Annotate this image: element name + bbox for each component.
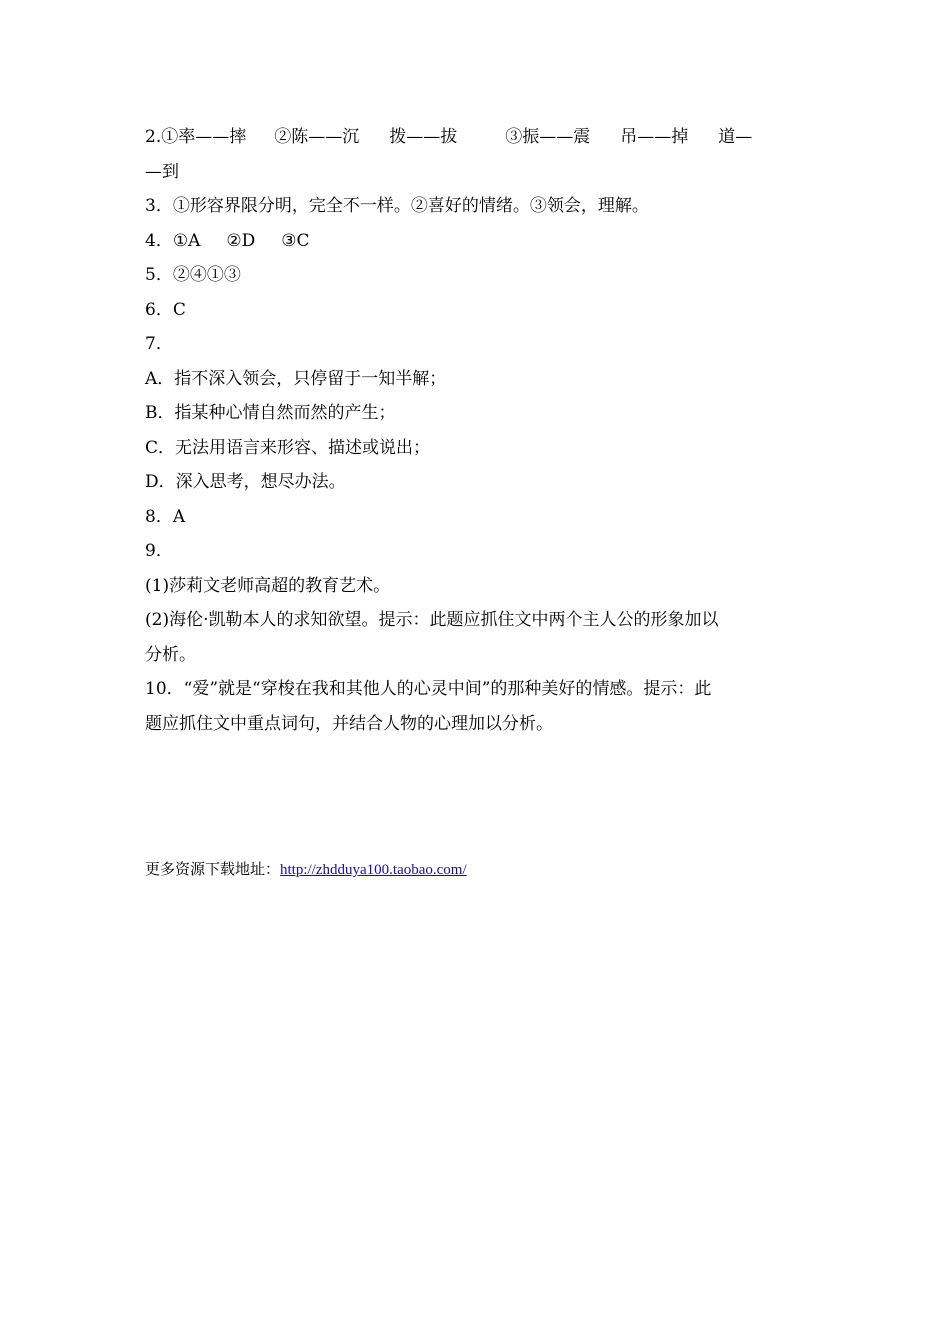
answer-4-prefix: 4．	[145, 230, 173, 251]
answer-10-line-1: 10．“爱”就是“穿梭在我和其他人的心灵中间”的那种美好的情感。提示：此	[145, 679, 712, 699]
answer-2-part-5: 吊——掉	[620, 127, 689, 147]
answer-9-part-2-line-2: 分析。	[145, 644, 196, 665]
answer-7-b: B．指某种心情自然而然的产生；	[145, 403, 396, 423]
answer-7-d: D．深入思考，想尽办法。	[145, 472, 346, 492]
answer-2-part-6: 道—	[718, 127, 753, 147]
answer-7-a: A．指不深入领会，只停留于一知半解；	[145, 368, 447, 389]
answer-6: 6．C	[145, 299, 186, 320]
answer-8: 8．A	[145, 506, 186, 527]
answer-2-part-3: 拨——拔	[389, 127, 458, 147]
footer-label: 更多资源下载地址：	[145, 862, 281, 878]
answer-2-continuation: —到	[145, 161, 179, 182]
answer-3: 3．①形容界限分明，完全不一样。②喜好的情绪。③领会，理解。	[145, 196, 649, 216]
answer-4-choice-2: ②D	[226, 230, 256, 251]
answer-4-choice-1: ①A	[172, 230, 201, 251]
answer-2-part-2: ②陈——沉	[274, 127, 360, 147]
answer-2-prefix: 2.	[145, 127, 162, 147]
answer-9-part-1: (1)莎莉文老师高超的教育艺术。	[145, 575, 391, 596]
download-link[interactable]: http://zhdduya100.taobao.com/	[280, 862, 467, 878]
answer-9-label: 9．	[145, 541, 173, 561]
answer-7-c: C．无法用语言来形容、描述或说出；	[145, 437, 431, 458]
answer-2-part-1: ①率——摔	[161, 127, 247, 147]
resource-footer	[145, 858, 467, 879]
answer-9-part-2-line-1: (2)海伦·凯勒本人的求知欲望。提示：此题应抓住文中两个主人公的形象加以	[145, 610, 719, 630]
answer-2	[145, 120, 810, 155]
answer-content	[145, 120, 810, 741]
answer-4-choice-3: ③C	[281, 230, 310, 251]
answer-10-line-2: 题应抓住文中重点词句，并结合人物的心理加以分析。	[145, 713, 553, 734]
answer-4	[145, 224, 810, 259]
answer-5: 5．②④①③	[145, 265, 241, 285]
answer-7-label: 7．	[145, 334, 173, 354]
answer-2-part-4: ③振——震	[505, 127, 591, 147]
